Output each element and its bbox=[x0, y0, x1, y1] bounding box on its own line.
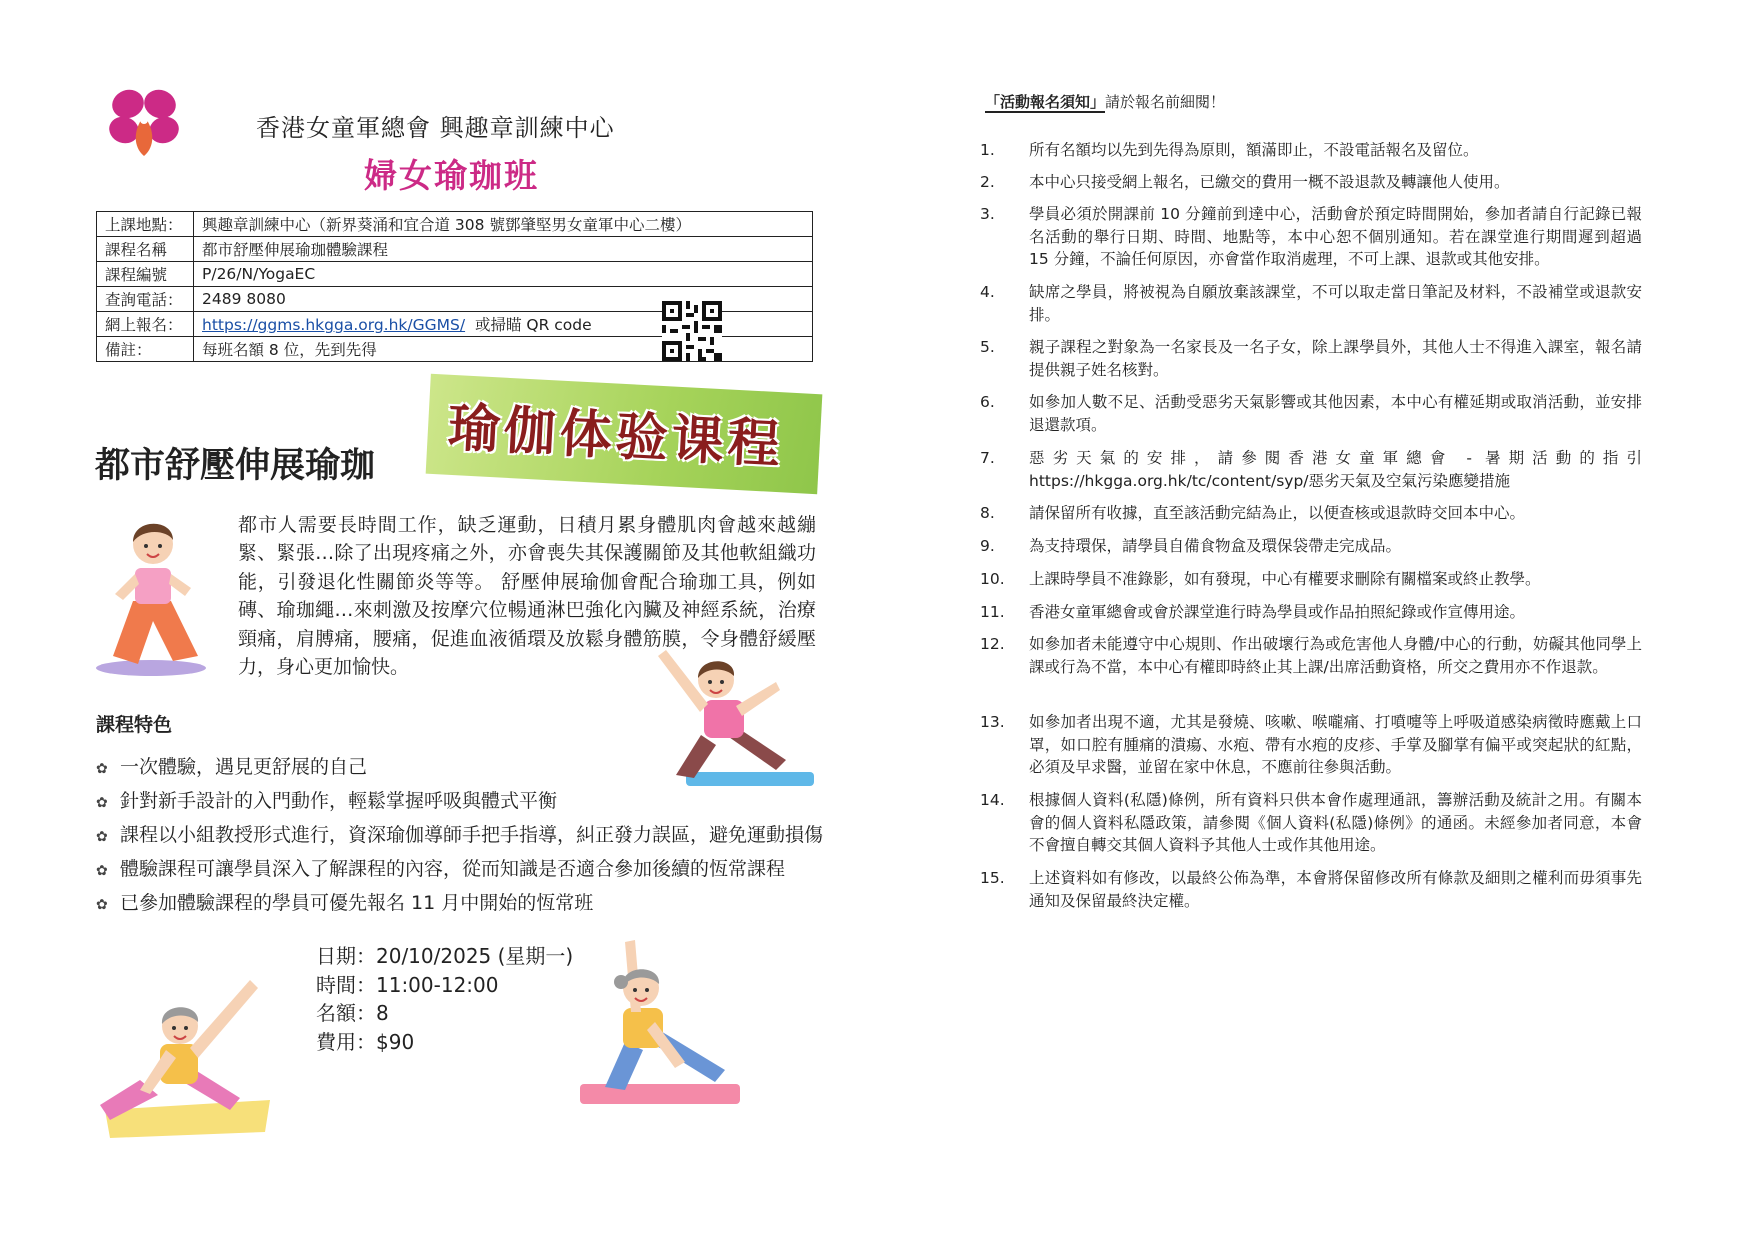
list-item: ✿ 課程以小組教授形式進行，資深瑜伽導師手把手指導，糾正發力誤區，避免運動損傷 bbox=[96, 818, 823, 852]
table-row bbox=[97, 212, 813, 237]
yoga-senior-woman-stretch-illustration bbox=[100, 960, 280, 1140]
list-item: ✿ 一次體驗，遇見更舒展的自己 bbox=[96, 750, 823, 784]
qr-hint-text: 或掃瞄 QR code bbox=[474, 316, 592, 334]
info-label: 課程編號 bbox=[97, 262, 194, 287]
notice-subtitle: 請於報名前細閱！ bbox=[1105, 93, 1226, 111]
qr-code[interactable] bbox=[662, 301, 722, 361]
flower-bullet-icon: ✿ bbox=[96, 795, 108, 811]
event-date: 日期：20/10/2025 (星期一) bbox=[316, 944, 574, 968]
organization-title: 香港女童軍總會 興趣章訓練中心 bbox=[256, 114, 615, 142]
list-item: ✿ 體驗課程可讓學員深入了解課程的內容，從而知識是否適合參加後續的恆常課程 bbox=[96, 852, 823, 886]
features-title: 課程特色 bbox=[96, 714, 173, 736]
event-details bbox=[316, 942, 573, 1056]
flower-bullet-icon: ✿ bbox=[96, 829, 108, 845]
info-value: 興趣章訓練中心（新界葵涌和宜合道 308 號鄧肇堅男女童軍中心二樓） bbox=[194, 212, 813, 237]
event-quota: 名額：8 bbox=[316, 1001, 389, 1025]
event-fee: 費用：$90 bbox=[316, 1029, 415, 1054]
notice-title: 「活動報名須知」 bbox=[985, 93, 1106, 111]
yoga-woman-standing-illustration bbox=[93, 506, 218, 676]
list-item: ✿ 已參加體驗課程的學員可優先報名 11 月中開始的恆常班 bbox=[96, 886, 823, 920]
table-row bbox=[97, 237, 813, 262]
flower-bullet-icon: ✿ bbox=[96, 897, 108, 913]
yoga-senior-woman-lunge-illustration bbox=[575, 932, 755, 1112]
info-value: 每班名額 8 位，先到先得 bbox=[194, 337, 813, 362]
course-title: 婦女瑜珈班 bbox=[364, 156, 539, 195]
info-value: 2489 8080 bbox=[194, 287, 813, 312]
girl-guides-flower-logo bbox=[104, 86, 184, 158]
list-item: ✿ 針對新手設計的入門動作，輕鬆掌握呼吸與體式平衡 bbox=[96, 784, 823, 818]
info-label: 查詢電話： bbox=[97, 287, 194, 312]
flower-bullet-icon: ✿ bbox=[96, 863, 108, 879]
flower-bullet-icon: ✿ bbox=[96, 761, 108, 777]
features-list bbox=[96, 750, 823, 920]
yoga-banner-text: 瑜伽体验课程 bbox=[446, 398, 786, 476]
info-label: 網上報名： bbox=[97, 312, 194, 337]
course-intro-paragraph: 都市人需要長時間工作，缺乏運動，日積月累身體肌肉會越來越繃緊、緊張…除了出現疼痛之外，亦會喪失其保護關節及其他軟組織功能，引發退化性關節炎等等。 舒壓伸展瑜伽會配合瑜珈工具，例如磚、瑜珈繩…來刺激及按摩穴位暢通淋巴強化內臟及神經系統，治療頸痛，肩膊痛，腰痛，促進血液循環及放鬆身體筋膜，令身體舒緩壓力，身心更加愉快。 bbox=[238, 514, 816, 679]
info-label: 備註： bbox=[97, 337, 194, 362]
registration-link[interactable]: https://ggms.hkgga.org.hk/GGMS/ bbox=[202, 316, 466, 334]
info-label: 課程名稱 bbox=[97, 237, 194, 262]
notice-heading bbox=[985, 91, 1225, 112]
info-value: 都市舒壓伸展瑜珈體驗課程 bbox=[194, 237, 813, 262]
section-heading: 都市舒壓伸展瑜珈 bbox=[95, 446, 376, 486]
event-time: 時間：11:00-12:00 bbox=[316, 972, 499, 997]
table-row bbox=[97, 262, 813, 287]
info-label: 上課地點： bbox=[97, 212, 194, 237]
info-value: P/26/N/YogaEC bbox=[194, 262, 813, 287]
